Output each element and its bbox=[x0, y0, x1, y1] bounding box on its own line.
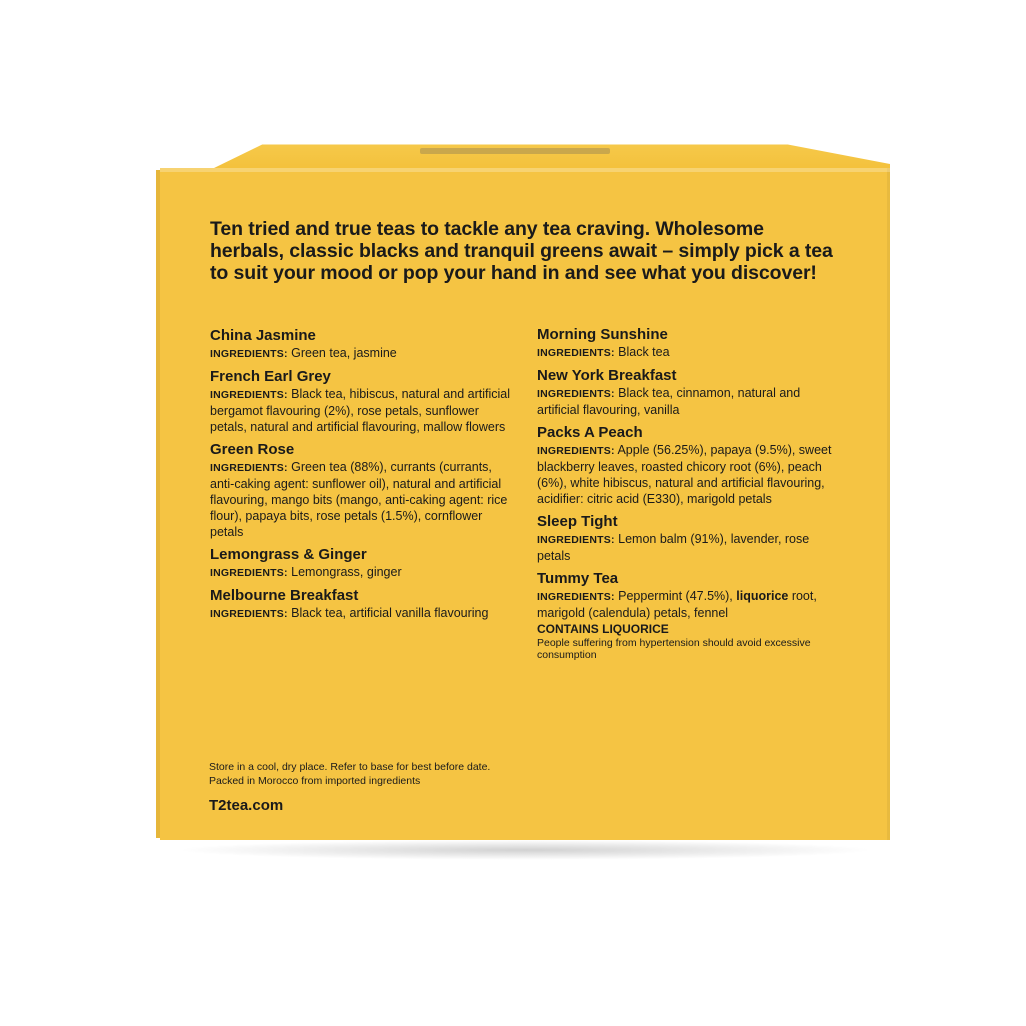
tea-entry bbox=[537, 424, 837, 507]
tea-ingredients bbox=[537, 531, 837, 564]
tea-name: Sleep Tight bbox=[537, 513, 618, 530]
box-shadow bbox=[175, 840, 875, 860]
intro-text: Ten tried and true teas to tackle any tea craving. Wholesome herbals, classic blacks and tranquil greens await – simply pick a tea to suit your mood or pop your hand in and see what you discover! bbox=[210, 218, 833, 284]
ingredients-text: Apple (56.25%), papaya (9.5%), sweet blackberry leaves, roasted chicory root (6%), peach (6%), white hibiscus, natural and artificial flavouring, acidifier: citric acid (E330), marigold petals bbox=[537, 443, 832, 506]
ingredients-text: Lemon balm (91%), lavender, rose petals bbox=[537, 532, 810, 563]
ingredients-label: INGREDIENTS: bbox=[537, 445, 615, 457]
website-url: T2tea.com bbox=[209, 797, 284, 814]
tea-ingredients bbox=[537, 588, 837, 621]
ingredients-label: INGREDIENTS: bbox=[537, 534, 615, 546]
tea-name: Melbourne Breakfast bbox=[210, 587, 359, 604]
storage-info bbox=[209, 760, 549, 788]
ingredients-text: Peppermint (47.5%), bbox=[618, 589, 737, 603]
tea-entry-tummy-tea bbox=[537, 570, 837, 661]
box-top-logo-partial bbox=[420, 148, 610, 154]
tea-ingredients bbox=[537, 385, 837, 418]
ingredients-text: Black tea, artificial vanilla flavouring bbox=[291, 606, 489, 620]
ingredients-label: INGREDIENTS: bbox=[537, 347, 615, 359]
tea-name: New York Breakfast bbox=[537, 367, 677, 384]
tea-name: China Jasmine bbox=[210, 327, 316, 344]
ingredients-allergen: liquorice bbox=[736, 589, 789, 603]
storage-line: Store in a cool, dry place. Refer to base for best before date. bbox=[209, 761, 491, 773]
ingredients-label: INGREDIENTS: bbox=[210, 462, 288, 474]
ingredients-text: Green tea, jasmine bbox=[291, 346, 397, 360]
tea-ingredients bbox=[210, 605, 510, 622]
tea-name: Packs A Peach bbox=[537, 424, 643, 441]
tea-ingredients bbox=[210, 564, 510, 581]
tea-entry bbox=[210, 587, 510, 622]
tea-list-right bbox=[537, 326, 837, 667]
tea-name: Lemongrass & Ginger bbox=[210, 546, 367, 563]
ingredients-label: INGREDIENTS: bbox=[537, 591, 615, 603]
ingredients-text: Black tea bbox=[618, 345, 670, 359]
ingredients-label: INGREDIENTS: bbox=[537, 388, 615, 400]
ingredients-label: INGREDIENTS: bbox=[210, 608, 288, 620]
tea-name: Tummy Tea bbox=[537, 570, 619, 587]
tea-ingredients bbox=[210, 345, 510, 362]
tea-ingredients bbox=[537, 344, 837, 361]
origin-line: Packed in Morocco from imported ingredients bbox=[209, 775, 421, 787]
health-warning: People suffering from hypertension should avoid excessive consumption bbox=[537, 637, 811, 661]
tea-entry bbox=[537, 367, 837, 418]
ingredients-text: root, marigold (calendula) petals, fennel bbox=[537, 589, 817, 620]
ingredients-label: INGREDIENTS: bbox=[210, 389, 288, 401]
tea-ingredients bbox=[537, 442, 837, 507]
tea-ingredients bbox=[210, 459, 510, 540]
allergen-warning: CONTAINS LIQUORICE bbox=[537, 622, 669, 636]
tea-entry bbox=[210, 368, 510, 435]
ingredients-text: Black tea, hibiscus, natural and artificial bergamot flavouring (2%), rose petals, sunflower petals, natural and artificial flavouring, mallow flowers bbox=[210, 387, 511, 434]
tea-list-left bbox=[210, 327, 510, 628]
ingredients-label: INGREDIENTS: bbox=[210, 567, 288, 579]
tea-entry bbox=[210, 441, 510, 540]
tea-name: Green Rose bbox=[210, 441, 295, 458]
tea-entry bbox=[537, 326, 837, 361]
tea-entry bbox=[210, 546, 510, 581]
tea-entry bbox=[537, 513, 837, 564]
tea-name: Morning Sunshine bbox=[537, 326, 668, 343]
ingredients-text: Green tea (88%), currants (currants, anti-caking agent: sunflower oil), natural and artificial flavouring, mango bits (mango, anti-caking agent: rice flour), papaya bits, rose petals (1.5%), cornflower petals bbox=[210, 460, 508, 539]
ingredients-text: Black tea, cinnamon, natural and artificial flavouring, vanilla bbox=[537, 386, 801, 417]
tea-ingredients bbox=[210, 386, 510, 435]
ingredients-label: INGREDIENTS: bbox=[210, 348, 288, 360]
tea-entry bbox=[210, 327, 510, 362]
ingredients-text: Lemongrass, ginger bbox=[291, 565, 402, 579]
tea-name: French Earl Grey bbox=[210, 368, 331, 385]
